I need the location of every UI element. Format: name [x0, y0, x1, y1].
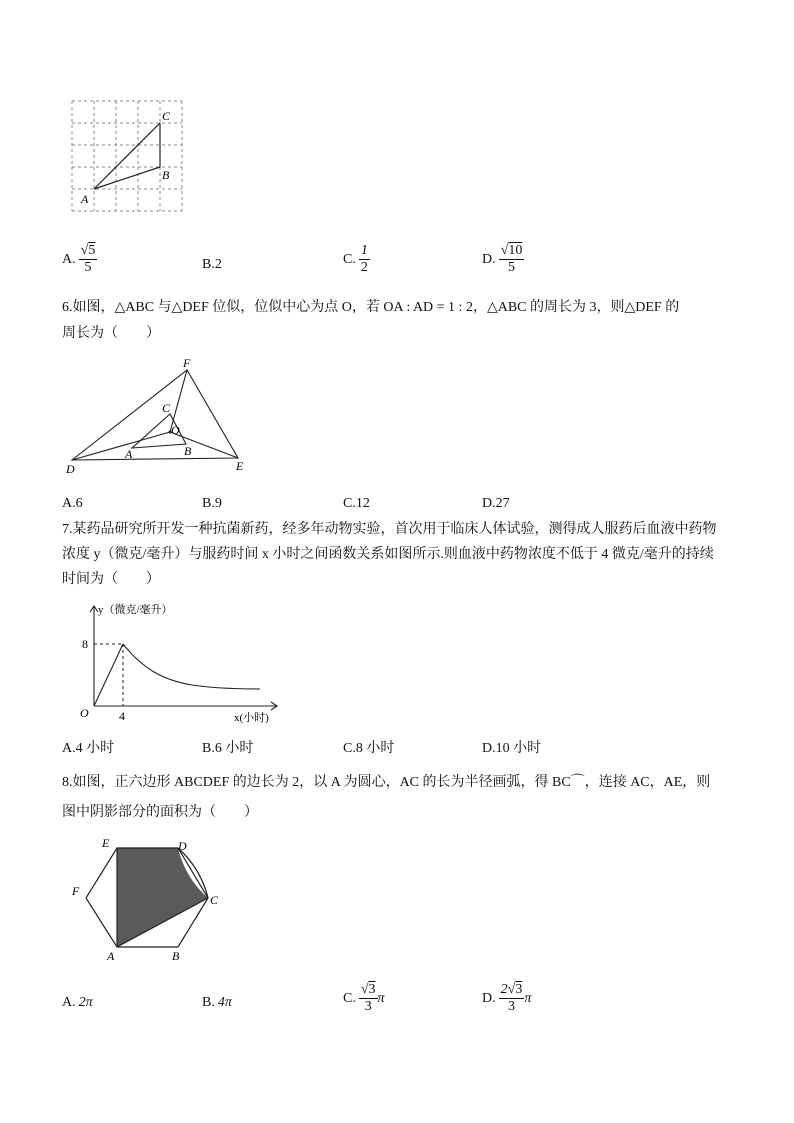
- q8-label-b: B: [172, 949, 180, 963]
- q5-option-c[interactable]: [343, 243, 370, 276]
- q8-option-a-value: 2π: [78, 995, 93, 1010]
- q8-label-e: E: [102, 836, 110, 850]
- q6-option-a[interactable]: A.6: [62, 496, 83, 511]
- q6-label-a: A: [125, 447, 133, 461]
- q6-stem-line1: 6.如图，△ABC 与△DEF 位似，位似中心为点 O，若 OA : AD = 1 : 2，△ABC 的周长为 3，则△DEF 的: [62, 300, 680, 315]
- q8-option-a-letter: A.: [62, 995, 76, 1010]
- q7-stem-line3: 时间为（ ）: [62, 572, 160, 587]
- q5-option-a-letter: A.: [62, 251, 76, 267]
- q6-label-d: D: [66, 462, 75, 476]
- q5-option-b-value: 2: [214, 257, 222, 272]
- q6-label-f: F: [183, 356, 191, 370]
- q6-homothety-figure: [62, 352, 262, 477]
- q5-label-c: C: [162, 109, 171, 123]
- q5-option-b-letter: B.: [202, 257, 215, 272]
- q5-option-b[interactable]: [202, 257, 222, 273]
- q6-label-o: O: [171, 423, 180, 437]
- q8-stem-line2: 图中阴影部分的面积为（ ）: [62, 805, 258, 820]
- q7-tick-y: 8: [82, 637, 88, 651]
- q8-option-d-pi: π: [524, 990, 532, 1006]
- q8-label-d: D: [178, 839, 187, 853]
- q8-option-c-pi: π: [377, 990, 385, 1006]
- q6-label-b: B: [184, 444, 192, 458]
- q7-concentration-graph: [62, 598, 287, 728]
- q5-option-d[interactable]: D. $\frac{√10}{5}$: [482, 243, 523, 275]
- q7-option-d[interactable]: D.10 小时: [482, 741, 542, 756]
- q8-option-b-value: 4π: [217, 995, 232, 1010]
- q8-option-d-letter: D.: [482, 990, 496, 1006]
- q6-label-c: C: [162, 401, 171, 415]
- q8-label-c: C: [210, 893, 219, 907]
- q7-option-a[interactable]: A.4 小时: [62, 741, 115, 756]
- q7-x-axis-label: x(小时): [234, 712, 269, 724]
- q7-stem-line2: 浓度 y（微克/毫升）与服药时间 x 小时之间函数关系如图所示.则血液中药物浓度不低于 4 微克/毫升的持续: [62, 547, 714, 562]
- q5-option-a[interactable]: A. $\frac{√5}{5}$: [62, 243, 96, 275]
- q5-option-d-root: 10: [508, 243, 523, 258]
- q6-option-c[interactable]: C.12: [343, 496, 370, 511]
- q7-stem-line1: 7.某药品研究所开发一种抗菌新药，经多年动物实验，首次用于临床人体试验，测得成人服药后血液中药物: [62, 522, 717, 537]
- q6-option-b[interactable]: B.9: [202, 496, 222, 511]
- q8-option-d-root: 3: [515, 982, 523, 997]
- q8-option-d-den: 3: [507, 999, 515, 1014]
- q5-option-c-letter: C.: [343, 251, 356, 267]
- q5-option-d-letter: D.: [482, 251, 496, 267]
- q5-option-c-den: 2: [360, 260, 368, 275]
- q6-label-e: E: [236, 459, 244, 473]
- q8-option-c[interactable]: C. $\frac{√3}{3}$ π: [343, 982, 385, 1014]
- q8-option-d-coef: 2: [500, 982, 508, 997]
- q8-option-c-den: 3: [364, 999, 372, 1014]
- q8-label-a: A: [107, 949, 115, 963]
- q7-y-axis-label: y（微克/毫升）: [98, 604, 173, 616]
- q8-option-c-root: 3: [368, 982, 376, 997]
- q8-option-c-letter: C.: [343, 990, 356, 1006]
- q7-origin-label: O: [80, 706, 89, 720]
- q6-option-d[interactable]: D.27: [482, 496, 510, 511]
- q8-hexagon-figure: [62, 832, 242, 967]
- q5-option-a-den: 5: [84, 260, 92, 275]
- q8-option-d[interactable]: D. $\frac{2√3}{3}$ π: [482, 982, 532, 1014]
- q8-option-b[interactable]: [202, 995, 232, 1011]
- q7-option-b[interactable]: B.6 小时: [202, 741, 254, 756]
- q7-tick-x: 4: [119, 709, 125, 723]
- q5-option-d-den: 5: [507, 260, 515, 275]
- q8-option-b-letter: B.: [202, 995, 215, 1010]
- q5-grid-figure: [62, 95, 192, 220]
- q5-label-a: A: [81, 192, 89, 206]
- q8-option-a[interactable]: [62, 995, 93, 1011]
- q5-label-b: B: [162, 168, 170, 182]
- q8-stem-line1: 8.如图，正六边形 ABCDEF 的边长为 2，以 A 为圆心，AC 的长为半径画弧，得 BC⌒，连接 AC，AE，则: [62, 775, 711, 790]
- q5-option-a-root: 5: [88, 243, 96, 258]
- q8-label-f: F: [72, 884, 80, 898]
- q6-stem-line2: 周长为（ ）: [62, 326, 160, 341]
- q5-option-c-num: 1: [360, 243, 368, 258]
- q7-option-c[interactable]: C.8 小时: [343, 741, 395, 756]
